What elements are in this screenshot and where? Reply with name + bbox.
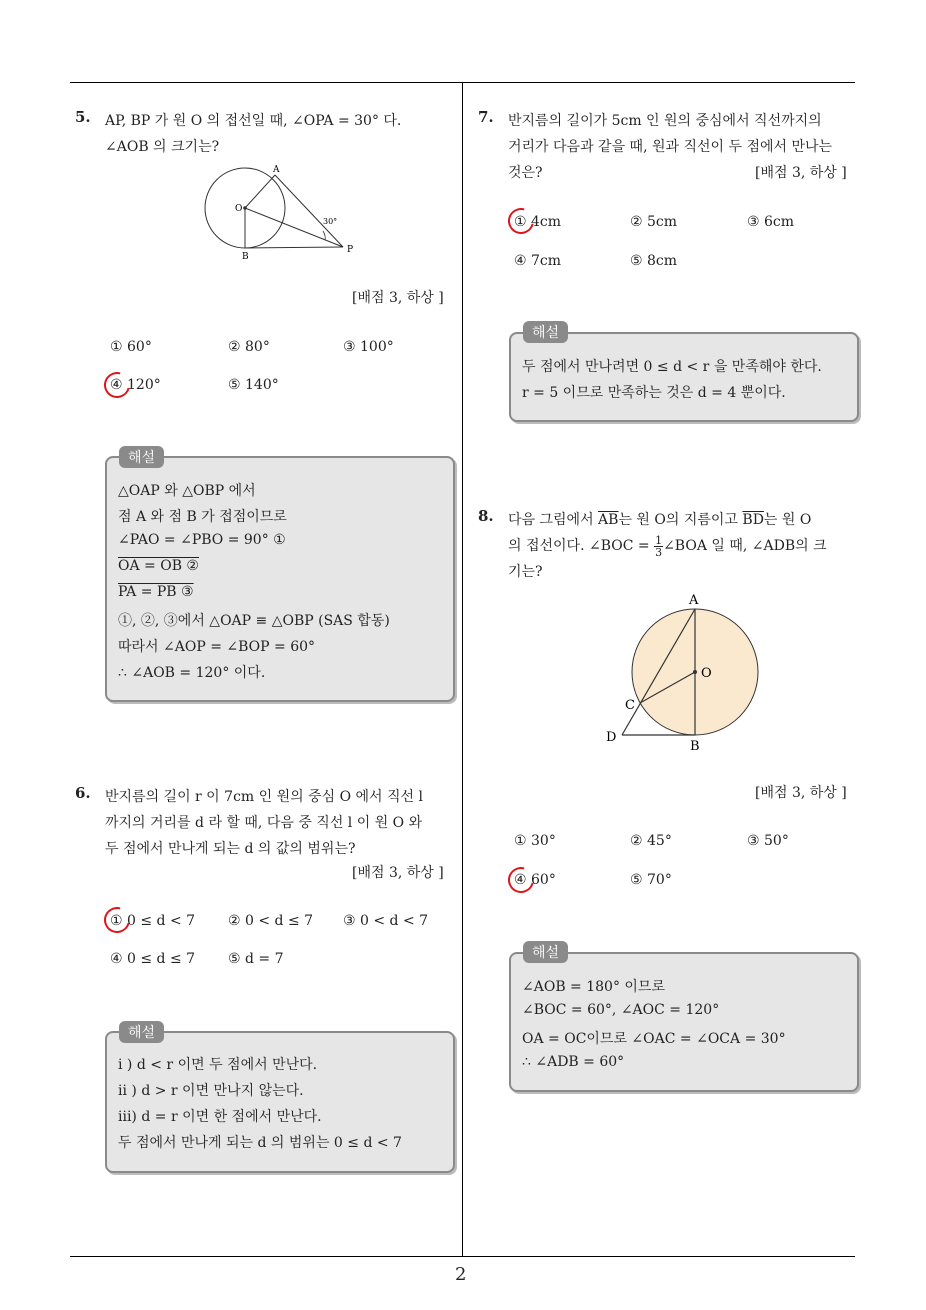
bottom-rule bbox=[70, 1256, 855, 1257]
score-label: [배점 3, 하상 ] bbox=[352, 865, 444, 881]
label-b: B bbox=[690, 739, 700, 753]
score-label: [배점 3, 하상 ] bbox=[352, 290, 444, 306]
label-o: O bbox=[701, 666, 712, 681]
solution-tag: 해설 bbox=[119, 446, 164, 468]
choice-3[interactable]: ③ 6cm bbox=[747, 214, 795, 230]
solution-line: PA = PB ③ bbox=[118, 584, 194, 600]
question-text bbox=[508, 507, 860, 585]
choice-2[interactable]: ② 5cm bbox=[630, 214, 678, 230]
question-line: 다음 그림에서 $\overline{AB}$는 원 O의 지름이고 $\overline{BD}$는 원 O bbox=[508, 512, 812, 528]
question-text bbox=[105, 784, 455, 862]
solution-box bbox=[509, 332, 859, 422]
choice-3[interactable]: ③ 0 < d < 7 bbox=[343, 913, 429, 929]
question-line: 것은? bbox=[508, 165, 543, 181]
solution-line: 두 점에서 만나게 되는 d 의 범위는 0 ≤ d < 7 bbox=[118, 1135, 402, 1151]
label-a: A bbox=[273, 165, 280, 175]
question-line: 반지름의 길이가 5cm 인 원의 중심에서 직선까지의 bbox=[508, 113, 822, 129]
choice-3[interactable]: ③ 50° bbox=[747, 833, 789, 849]
question-line: 의 접선이다. ∠BOC = $\frac{1}{3}$ ∠BOA 일 때, ∠ADB의 크 bbox=[508, 533, 827, 559]
label-a: A bbox=[689, 593, 699, 608]
answer-mark bbox=[99, 367, 135, 403]
solution-tag: 해설 bbox=[523, 321, 568, 343]
question-line: ∠AOB 의 크기는? bbox=[105, 139, 220, 155]
choice-3[interactable]: ③ 100° bbox=[343, 339, 394, 355]
solution-line: r = 5 이므로 만족하는 것은 d = 4 뿐이다. bbox=[522, 385, 786, 401]
answer-mark bbox=[99, 902, 135, 938]
choice-2[interactable]: ② 45° bbox=[630, 833, 672, 849]
solution-box bbox=[509, 952, 859, 1092]
solution-line: 점 A 와 점 B 가 접점이므로 bbox=[118, 509, 287, 525]
diameter-tangent-figure bbox=[600, 588, 770, 753]
solution-line: iii) d = r 이면 한 점에서 만난다. bbox=[118, 1109, 322, 1125]
choice-4[interactable]: ④ 7cm bbox=[514, 253, 562, 269]
segment-op bbox=[245, 208, 343, 247]
choice-1[interactable]: ① 60° bbox=[110, 339, 152, 355]
solution-line: ∠PAO = ∠PBO = 90° ① bbox=[118, 532, 286, 548]
choice-2[interactable]: ② 0 < d ≤ 7 bbox=[228, 913, 314, 929]
solution-line: OA = OC이므로 ∠OAC = ∠OCA = 30° bbox=[522, 1031, 786, 1047]
score-label: [배점 3, 하상 ] bbox=[755, 165, 847, 181]
solution-line: ∠BOC = 60°, ∠AOC = 120° bbox=[522, 1002, 720, 1018]
choice-1[interactable]: ① 4cm bbox=[514, 214, 562, 230]
label-p: P bbox=[347, 245, 354, 255]
label-c: C bbox=[625, 698, 635, 713]
tangent-bp bbox=[245, 247, 343, 248]
solution-line: △OAP 와 △OBP 에서 bbox=[118, 483, 256, 499]
label-angle: 30° bbox=[323, 217, 338, 226]
question-line: 거리가 다음과 같을 때, 원과 직선이 두 점에서 만나는 bbox=[508, 139, 833, 155]
solution-line: i ) d < r 이면 두 점에서 만난다. bbox=[118, 1057, 318, 1073]
solution-line: ①, ②, ③에서 △OAP ≡ △OBP (SAS 합동) bbox=[118, 613, 390, 629]
label-d: D bbox=[606, 730, 617, 745]
choice-2[interactable]: ② 80° bbox=[228, 339, 270, 355]
page-number: 2 bbox=[455, 1264, 467, 1285]
question-line: 두 점에서 만나게 되는 d 의 값의 범위는? bbox=[105, 841, 356, 857]
question-line: 까지의 거리를 d 라 할 때, 다음 중 직선 l 이 원 O 와 bbox=[105, 815, 423, 831]
question-number: 7. bbox=[478, 108, 494, 126]
answer-mark bbox=[503, 862, 539, 898]
choice-4[interactable]: ④ 0 ≤ d ≤ 7 bbox=[110, 951, 196, 967]
solution-line: 두 점에서 만나려면 0 ≤ d < r 을 만족해야 한다. bbox=[522, 359, 822, 375]
choice-1[interactable]: ① 0 ≤ d < 7 bbox=[110, 913, 196, 929]
solution-line: ∠AOB = 180° 이므로 bbox=[522, 979, 665, 995]
score-label: [배점 3, 하상 ] bbox=[755, 785, 847, 801]
solution-tag: 해설 bbox=[523, 941, 568, 963]
solution-line: 따라서 ∠AOP = ∠BOP = 60° bbox=[118, 639, 316, 655]
tangent-figure bbox=[195, 162, 365, 262]
question-line: 반지름의 길이 r 이 7cm 인 원의 중심 O 에서 직선 l bbox=[105, 789, 424, 805]
question-number: 8. bbox=[478, 507, 494, 525]
fraction: $\frac{1}{3}$ bbox=[655, 533, 663, 559]
column-divider bbox=[462, 82, 463, 1256]
solution-line: ii ) d > r 이면 만나지 않는다. bbox=[118, 1083, 304, 1099]
question-line: 기는? bbox=[508, 564, 543, 580]
solution-line: ∴ ∠ADB = 60° bbox=[522, 1054, 625, 1070]
solution-line: ∴ ∠AOB = 120° 이다. bbox=[118, 665, 266, 681]
label-b: B bbox=[242, 252, 249, 262]
question-number: 5. bbox=[75, 108, 91, 126]
choice-5[interactable]: ⑤ 70° bbox=[630, 872, 672, 888]
label-o: O bbox=[235, 204, 243, 214]
answer-mark bbox=[503, 203, 539, 239]
choice-1[interactable]: ① 30° bbox=[514, 833, 556, 849]
question-line: AP, BP 가 원 O 의 접선일 때, ∠OPA = 30° 다. bbox=[105, 113, 402, 129]
choice-5[interactable]: ⑤ 140° bbox=[228, 377, 279, 393]
segment-oa bbox=[245, 175, 275, 208]
choice-5[interactable]: ⑤ d = 7 bbox=[228, 951, 284, 967]
question-text bbox=[105, 108, 455, 160]
choice-4[interactable]: ④ 60° bbox=[514, 872, 556, 888]
choice-4[interactable]: ④ 120° bbox=[110, 377, 161, 393]
solution-tag: 해설 bbox=[119, 1021, 164, 1043]
solution-line: OA = OB ② bbox=[118, 558, 199, 574]
choice-5[interactable]: ⑤ 8cm bbox=[630, 253, 678, 269]
question-number: 6. bbox=[75, 784, 91, 802]
